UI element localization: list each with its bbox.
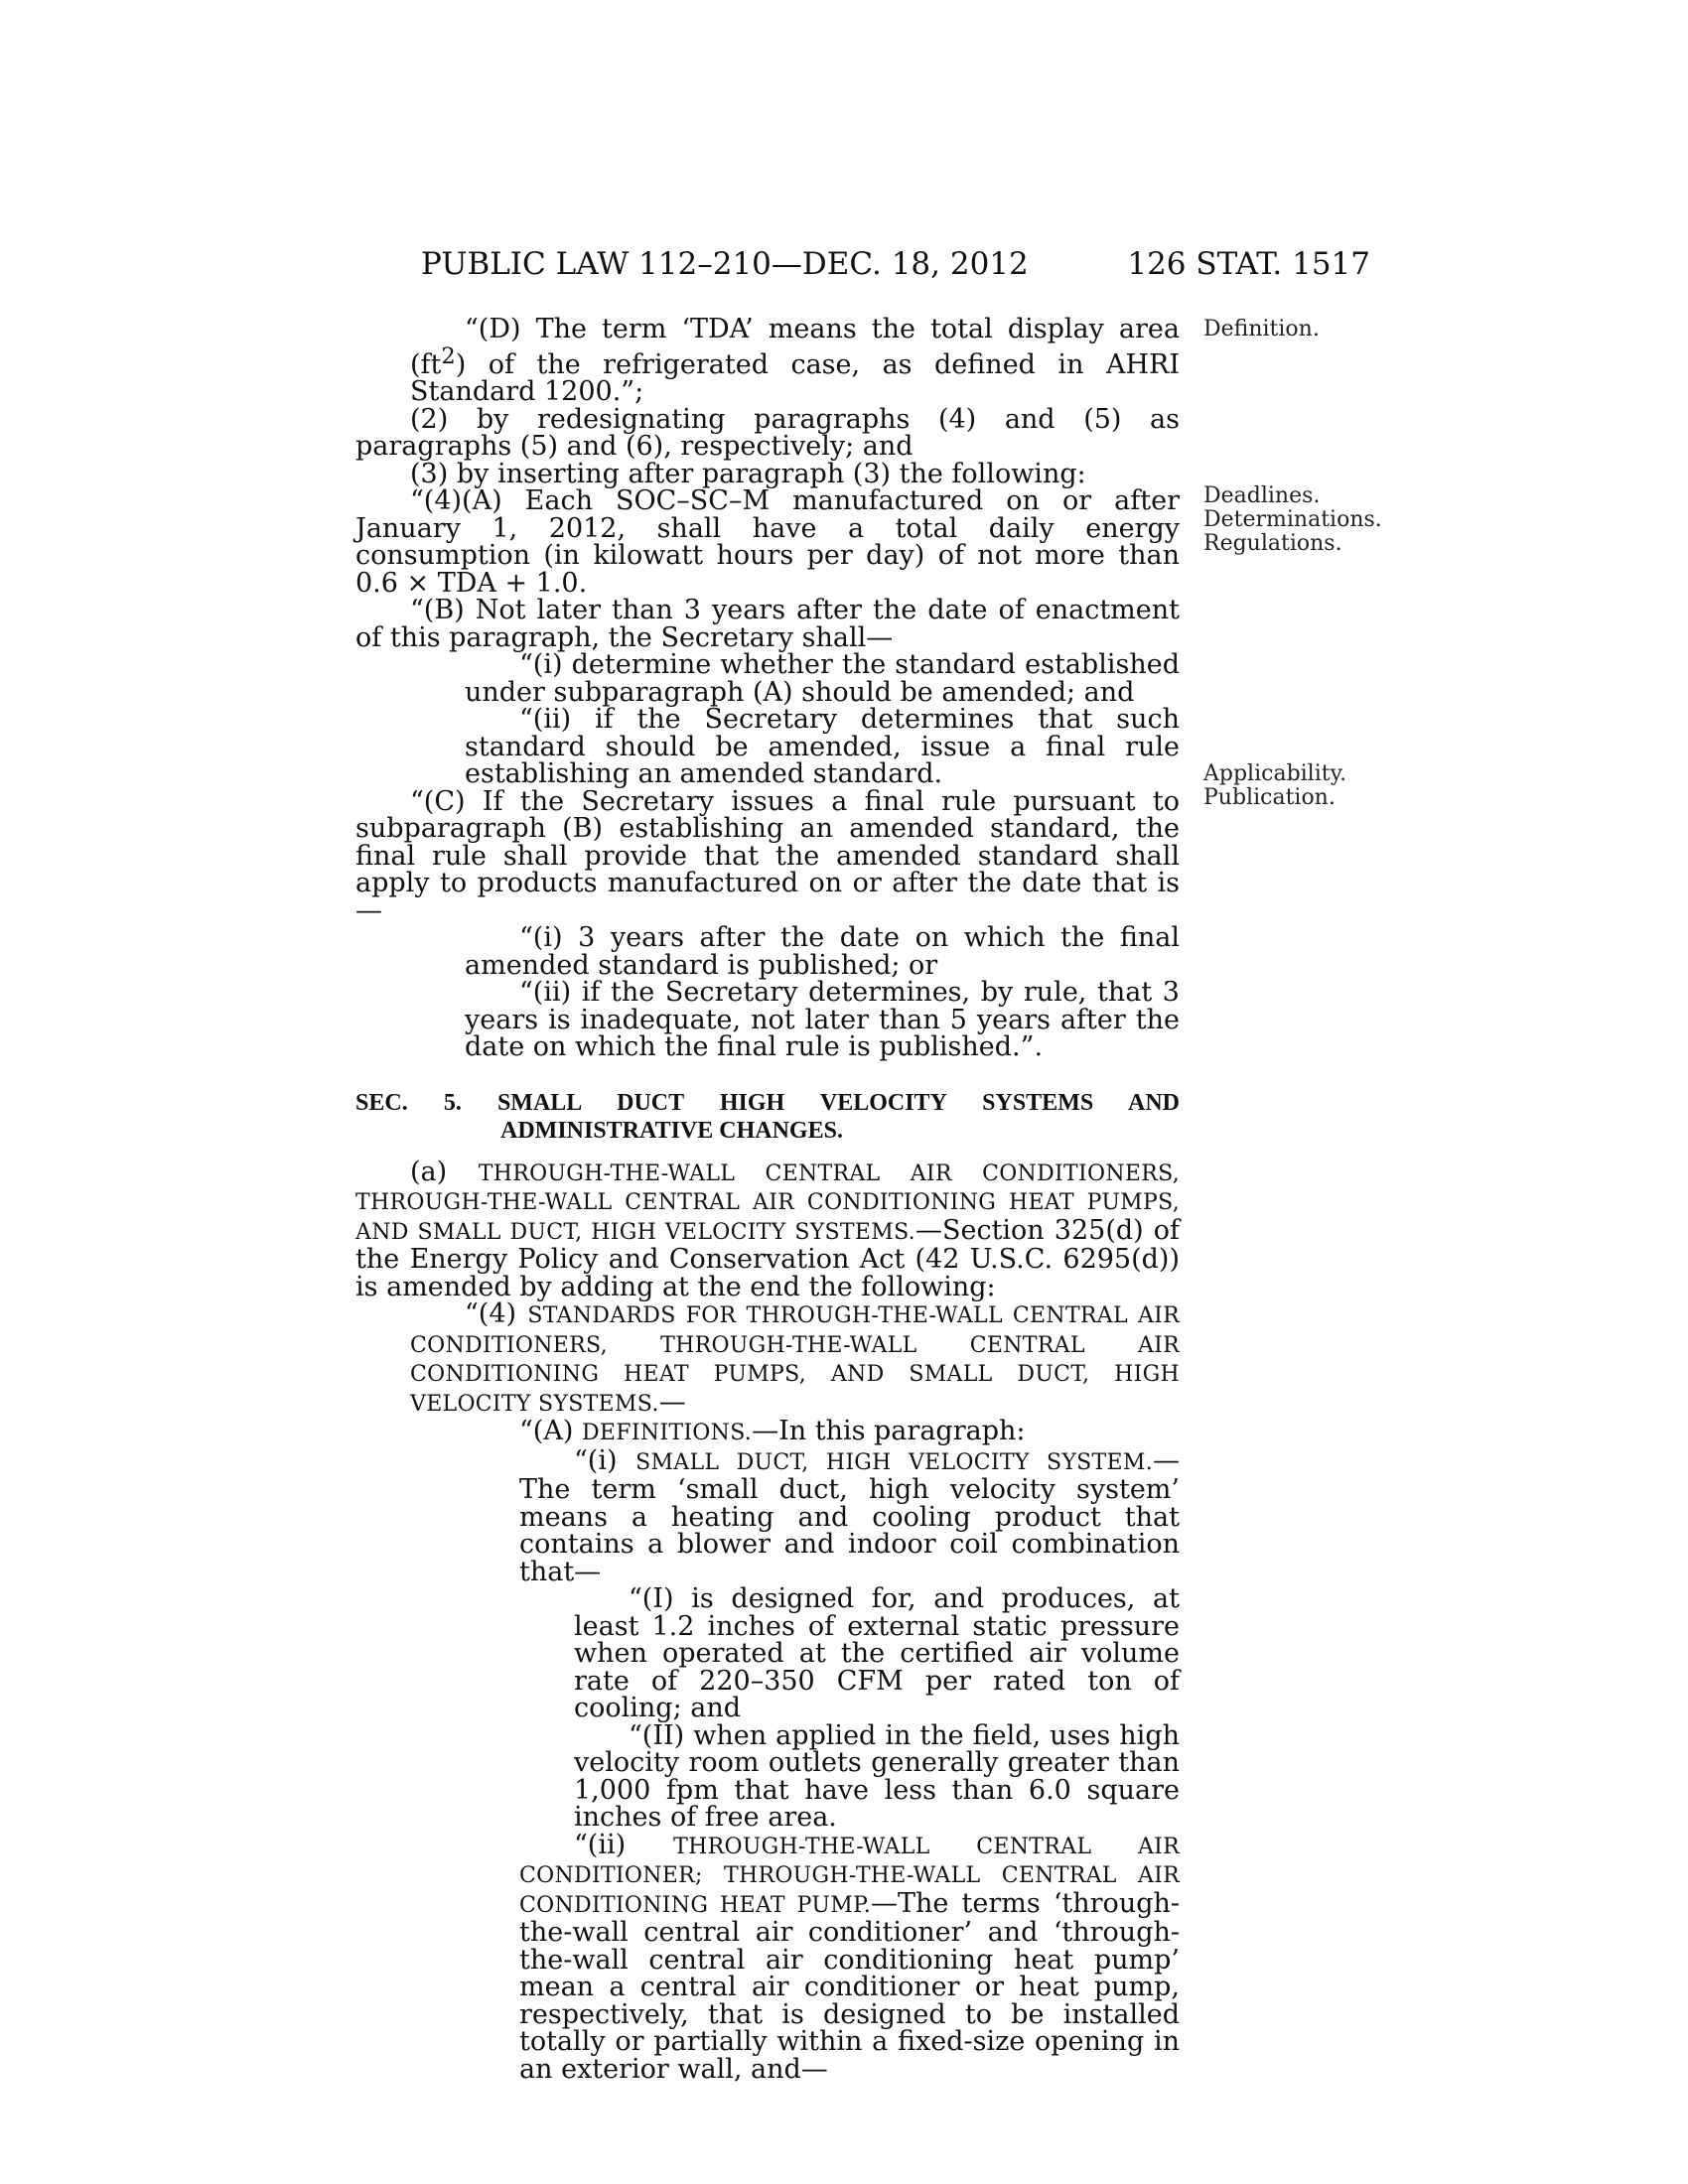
tda-definition-text-b: ) of the refrigerated case, as defined in AHRI Standard 1200.”;: [410, 348, 1180, 407]
clause-ii-text: —The terms ‘through-the-wall central air conditioner’ and ‘through-the-wall central air conditioning heat pump’ mean a central air conditioner or heat pump, respectively, that is designed to be installed totally or partially within a fixed-size opening in an exterior wall, and—: [519, 1887, 1180, 2085]
subparagraph-a-label: “(A): [519, 1416, 582, 1446]
subparagraph-a-text: —In this paragraph:: [752, 1416, 1026, 1446]
paragraph-3: (3) by inserting after paragraph (3) the following:: [410, 458, 1086, 489]
subsection-a: [355, 1156, 1180, 1302]
subsection-a-text: —Section 325(d) of the Energy Policy and Conservation Act (42 U.S.C. 6295(d)) is amended by adding at the end the following:: [355, 1214, 1180, 1302]
margin-note-line: Definition.: [1203, 317, 1320, 341]
clause-i-text: —The term ‘small duct, high velocity system’ means a heating and cooling product that contains a blower and indoor coil combination that—: [519, 1444, 1180, 1587]
running-header-title: PUBLIC LAW 112–210—DEC. 18, 2012: [421, 246, 1029, 282]
document-body: [355, 316, 1180, 2083]
paragraph-4c: “(C) If the Secretary issues a final rule pursuant to subparagraph (B) establishing an amended standard, the final rule shall provide that the amended standard shall apply to products manufactured on or after the date that is—: [355, 785, 1180, 926]
clause-i-label: “(i): [574, 1444, 636, 1476]
clause-ii-label: “(ii): [574, 1829, 674, 1860]
paragraph-4b-ii: “(ii) if the Secretary determines that such standard should be amended, issue a final rule establishing an amended standard.: [465, 704, 1180, 789]
paragraph-4a: “(4)(A) Each SOC–SC–M manufactured on or after January 1, 2012, shall have a total daily energy consumption (in kilowatt hours per day) of not more than 0.6 × TDA + 1.0.: [355, 485, 1180, 599]
clause-ii-through-the-wall: [355, 1829, 1180, 2085]
margin-note-line: Deadlines.: [1203, 483, 1321, 508]
tda-definition-superscript: 2: [441, 342, 456, 369]
paragraph-4b-i: “(i) determine whether the standard established under subparagraph (A) should be amended; and: [465, 649, 1180, 708]
running-header-page-number: 126 STAT. 1517: [1127, 246, 1370, 282]
margin-note-definition: [1203, 318, 1320, 341]
margin-note-applicability: [1203, 762, 1346, 810]
tda-definition-text-a: “(D) The term ‘TDA’ means the total display area (ft: [410, 314, 1180, 380]
paragraph-4c-i: “(i) 3 years after the date on which the final amended standard is published; or: [465, 922, 1180, 981]
paragraph-tda-definition: [355, 316, 1180, 406]
margin-note-line: Regulations.: [1203, 531, 1342, 556]
subsection-a-label: (a): [410, 1156, 479, 1187]
margin-note-line: Applicability.: [1203, 761, 1347, 786]
paragraph-4-standards: [355, 1300, 1180, 1418]
paragraph-4-label: “(4): [465, 1298, 528, 1329]
paragraph-4b: “(B) Not later than 3 years after the date of enactment of this paragraph, the Secretary shall—: [355, 595, 1180, 653]
margin-note-line: Determinations.: [1203, 507, 1382, 532]
paragraph-4-caption: STANDARDS FOR THROUGH-THE-WALL CENTRAL AIR CONDITIONERS, THROUGH-THE-WALL CENTRAL AIR CONDITIONING HEAT PUMPS, AND SMALL DUCT, HIGH VELOCITY SYSTEMS.: [410, 1303, 1180, 1417]
subsection-a-caption: THROUGH-THE-WALL CENTRAL AIR CONDITIONERS, THROUGH-THE-WALL CENTRAL AIR CONDITIONING HEAT PUMPS, AND SMALL DUCT, HIGH VELOCITY SYSTEMS.: [355, 1160, 1180, 1245]
clause-i-caption: SMALL DUCT, HIGH VELOCITY SYSTEM.: [635, 1449, 1153, 1475]
subclause-II: “(II) when applied in the field, uses high velocity room outlets generally greater than 1,000 fpm that have less than 6.0 square inches of free area.: [574, 1719, 1180, 1833]
clause-ii-caption: THROUGH-THE-WALL CENTRAL AIR CONDITIONER; THROUGH-THE-WALL CENTRAL AIR CONDITIONING HEAT PUMP.: [519, 1834, 1180, 1918]
clause-i-small-duct: [355, 1444, 1180, 1587]
margin-note-line: Publication.: [1203, 785, 1336, 810]
section-heading: SEC. 5. SMALL DUCT HIGH VELOCITY SYSTEMS AND ADMINISTRATIVE CHANGES.: [355, 1089, 1180, 1144]
paragraph-2: (2) by redesignating paragraphs (4) and (5) as paragraphs (5) and (6), respectively; and: [355, 403, 1180, 462]
paragraph-4-dash: —: [658, 1386, 686, 1418]
paragraph-4c-ii: “(ii) if the Secretary determines, by rule, that 3 years is inadequate, not later than 5 years after the date on which the final rule is published.”.: [465, 977, 1180, 1062]
margin-note-deadlines: [1203, 484, 1382, 556]
subparagraph-a-caption: DEFINITIONS.: [581, 1421, 753, 1445]
subclause-I: “(I) is designed for, and produces, at least 1.2 inches of external static pressure when operated at the certified air volume rate of 220–350 CFM per rated ton of cooling; and: [574, 1583, 1180, 1723]
subparagraph-a-definitions: [355, 1418, 1180, 1447]
